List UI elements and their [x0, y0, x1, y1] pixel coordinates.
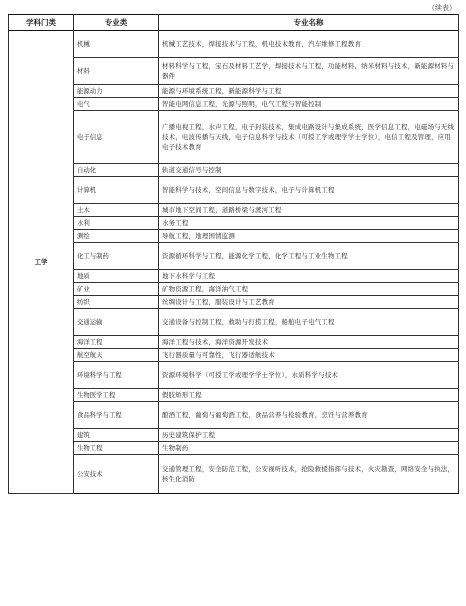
table-row — [9, 336, 459, 349]
header-major-class: 专业类 — [74, 15, 159, 31]
table-row — [9, 402, 459, 429]
major-class-cell: 生物医学工程 — [74, 389, 159, 402]
major-class-cell: 矿业 — [74, 283, 159, 296]
major-class-cell: 电气 — [74, 98, 159, 111]
major-names-cell: 机械工艺技术，焊接技术与工程，机电技术教育，汽车维修工程教育 — [159, 31, 459, 58]
table-row — [9, 164, 459, 177]
continued-label: （续表） — [428, 4, 456, 12]
major-names-cell: 飞行器质量与可靠性，飞行器适航技术 — [159, 349, 459, 362]
major-names-cell: 广播电视工程，水声工程，电子封装技术，集成电路设计与集成系统，医学信息工程，电磁场与无线技术，电波传播与天线，电子信息科学与技术（可授工学或理学学士学位），电信工程及管理，应用电子技术教育 — [159, 111, 459, 164]
table-header-row — [9, 15, 459, 31]
table-row — [9, 442, 459, 455]
table-row — [9, 309, 459, 336]
major-names-cell: 资源环境科学（可授工学或理学学士学位），水质科学与技术 — [159, 362, 459, 389]
major-names-cell: 材料科学与工程，宝石及材料工艺学，焊接技术与工程，功能材料，纳米材料与技术，新能源材料与器件 — [159, 58, 459, 85]
major-names-cell: 假肢矫形工程 — [159, 389, 459, 402]
table-row — [9, 296, 459, 309]
table-row — [9, 455, 459, 494]
major-names-cell: 交通设备与控制工程，救助与打捞工程，船舶电子电气工程 — [159, 309, 459, 336]
category-cell: 工学 — [9, 31, 74, 494]
major-class-cell: 自动化 — [74, 164, 159, 177]
header-major-names: 专业名称 — [159, 15, 459, 31]
major-names-cell: 资源循环科学与工程，能源化学工程，化学工程与工业生物工程 — [159, 243, 459, 270]
major-table — [8, 14, 459, 494]
major-names-cell: 矿物资源工程，海洋油气工程 — [159, 283, 459, 296]
major-class-cell: 航空航天 — [74, 349, 159, 362]
table-row — [9, 98, 459, 111]
major-names-cell: 智能电网信息工程，光源与照明，电气工程与智能控制 — [159, 98, 459, 111]
major-class-cell: 生物工程 — [74, 442, 159, 455]
major-names-cell: 丝绸设计与工程，服装设计与工艺教育 — [159, 296, 459, 309]
major-class-cell: 化工与制药 — [74, 243, 159, 270]
major-class-cell: 公安技术 — [74, 455, 159, 494]
major-class-cell: 机械 — [74, 31, 159, 58]
major-class-cell: 食品科学与工程 — [74, 402, 159, 429]
table-row — [9, 349, 459, 362]
table-row — [9, 283, 459, 296]
table-row — [9, 362, 459, 389]
major-names-cell: 交通管理工程，安全防范工程，公安视听技术，抢险救援指挥与技术，火灾勘查，网络安全与执法，核生化消防 — [159, 455, 459, 494]
major-names-cell: 导航工程，地理国情监测 — [159, 230, 459, 243]
major-class-cell: 海洋工程 — [74, 336, 159, 349]
table-row — [9, 111, 459, 164]
major-class-cell: 环境科学与工程 — [74, 362, 159, 389]
major-names-cell: 能源与环境系统工程，新能源科学与工程 — [159, 85, 459, 98]
table-row — [9, 58, 459, 85]
major-names-cell: 城市地下空间工程，道路桥梁与渡河工程 — [159, 204, 459, 217]
major-class-cell: 电子信息 — [74, 111, 159, 164]
major-names-cell: 水务工程 — [159, 217, 459, 230]
table-row — [9, 217, 459, 230]
table-row — [9, 389, 459, 402]
major-class-cell: 交通运输 — [74, 309, 159, 336]
table-row — [9, 429, 459, 442]
major-class-cell: 地质 — [74, 270, 159, 283]
major-class-cell: 计算机 — [74, 177, 159, 204]
table-row — [9, 270, 459, 283]
table-row — [9, 204, 459, 217]
major-class-cell: 纺织 — [74, 296, 159, 309]
major-class-cell: 材料 — [74, 58, 159, 85]
major-names-cell: 智能科学与技术，空间信息与数字技术，电子与计算机工程 — [159, 177, 459, 204]
table-row — [9, 243, 459, 270]
major-class-cell: 土木 — [74, 204, 159, 217]
header-category: 学科门类 — [9, 15, 74, 31]
major-class-cell: 建筑 — [74, 429, 159, 442]
major-class-cell: 能源动力 — [74, 85, 159, 98]
major-names-cell: 酿酒工程，葡萄与葡萄酒工程，食品营养与检验教育，烹饪与营养教育 — [159, 402, 459, 429]
table-row — [9, 230, 459, 243]
major-names-cell: 海洋工程与技术，海洋资源开发技术 — [159, 336, 459, 349]
table-row — [9, 85, 459, 98]
table-body — [9, 31, 459, 494]
table-row — [9, 177, 459, 204]
major-names-cell: 生物制药 — [159, 442, 459, 455]
table-row — [9, 31, 459, 58]
major-names-cell: 轨道交通信号与控制 — [159, 164, 459, 177]
major-names-cell: 历史建筑保护工程 — [159, 429, 459, 442]
major-class-cell: 水利 — [74, 217, 159, 230]
major-class-cell: 测绘 — [74, 230, 159, 243]
major-names-cell: 地下水科学与工程 — [159, 270, 459, 283]
